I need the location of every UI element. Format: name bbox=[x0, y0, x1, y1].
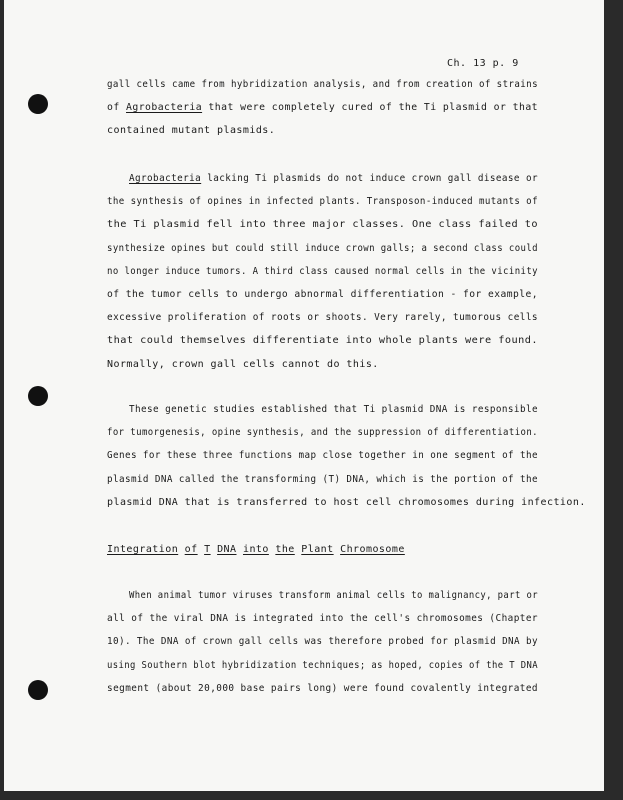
text-line: synthesize opines but could still induce crown galls; a second class could bbox=[107, 242, 538, 254]
text-line: all of the viral DNA is integrated into the cell's chromosomes (Chapter bbox=[107, 613, 538, 625]
text-line: segment (about 20,000 base pairs long) were found covalently integrated bbox=[107, 682, 538, 694]
text-line: using Southern blot hybridization techniques; as hoped, copies of the T DNA bbox=[107, 659, 538, 671]
text-line: of the tumor cells to undergo abnormal differentiation - for example, bbox=[107, 289, 538, 300]
text-line: plasmid DNA called the transforming (T) DNA, which is the portion of the bbox=[107, 473, 538, 485]
document-page bbox=[4, 0, 604, 791]
text-line: When animal tumor viruses transform animal cells to malignancy, part or bbox=[129, 590, 538, 601]
punch-hole bbox=[28, 680, 48, 700]
punch-hole bbox=[28, 94, 48, 114]
punch-hole bbox=[28, 386, 48, 406]
text-line: no longer induce tumors. A third class caused normal cells in the vicinity bbox=[107, 265, 538, 277]
text-line: for tumorgenesis, opine synthesis, and the suppression of differentiation. bbox=[107, 427, 538, 439]
text-line: Agrobacteria lacking Ti plasmids do not induce crown gall disease or bbox=[129, 173, 539, 184]
text-line: gall cells came from hybridization analysis, and from creation of strains bbox=[107, 79, 538, 90]
text-line: Integration of T DNA into the Plant Chromosome bbox=[107, 544, 405, 555]
text-line: Normally, crown gall cells cannot do this. bbox=[107, 358, 379, 370]
text-line: Genes for these three functions map close together in one segment of the bbox=[107, 450, 538, 462]
text-line: excessive proliferation of roots or shoots. Very rarely, tumorous cells bbox=[107, 312, 538, 324]
text-line: the Ti plasmid fell into three major classes. One class failed to bbox=[107, 219, 538, 231]
text-line: the synthesis of opines in infected plants. Transposon-induced mutants of bbox=[107, 196, 538, 208]
page-number: Ch. 13 p. 9 bbox=[447, 58, 519, 69]
text-line: These genetic studies established that Ti plasmid DNA is responsible bbox=[129, 404, 538, 415]
text-line: 10). The DNA of crown gall cells was therefore probed for plasmid DNA by bbox=[107, 636, 538, 648]
text-line: contained mutant plasmids. bbox=[107, 125, 276, 137]
text-line: plasmid DNA that is transferred to host cell chromosomes during infection. bbox=[107, 496, 586, 508]
text-line: that could themselves differentiate into whole plants were found. bbox=[107, 335, 538, 347]
text-line: of Agrobacteria that were completely cured of the Ti plasmid or that bbox=[107, 102, 538, 114]
